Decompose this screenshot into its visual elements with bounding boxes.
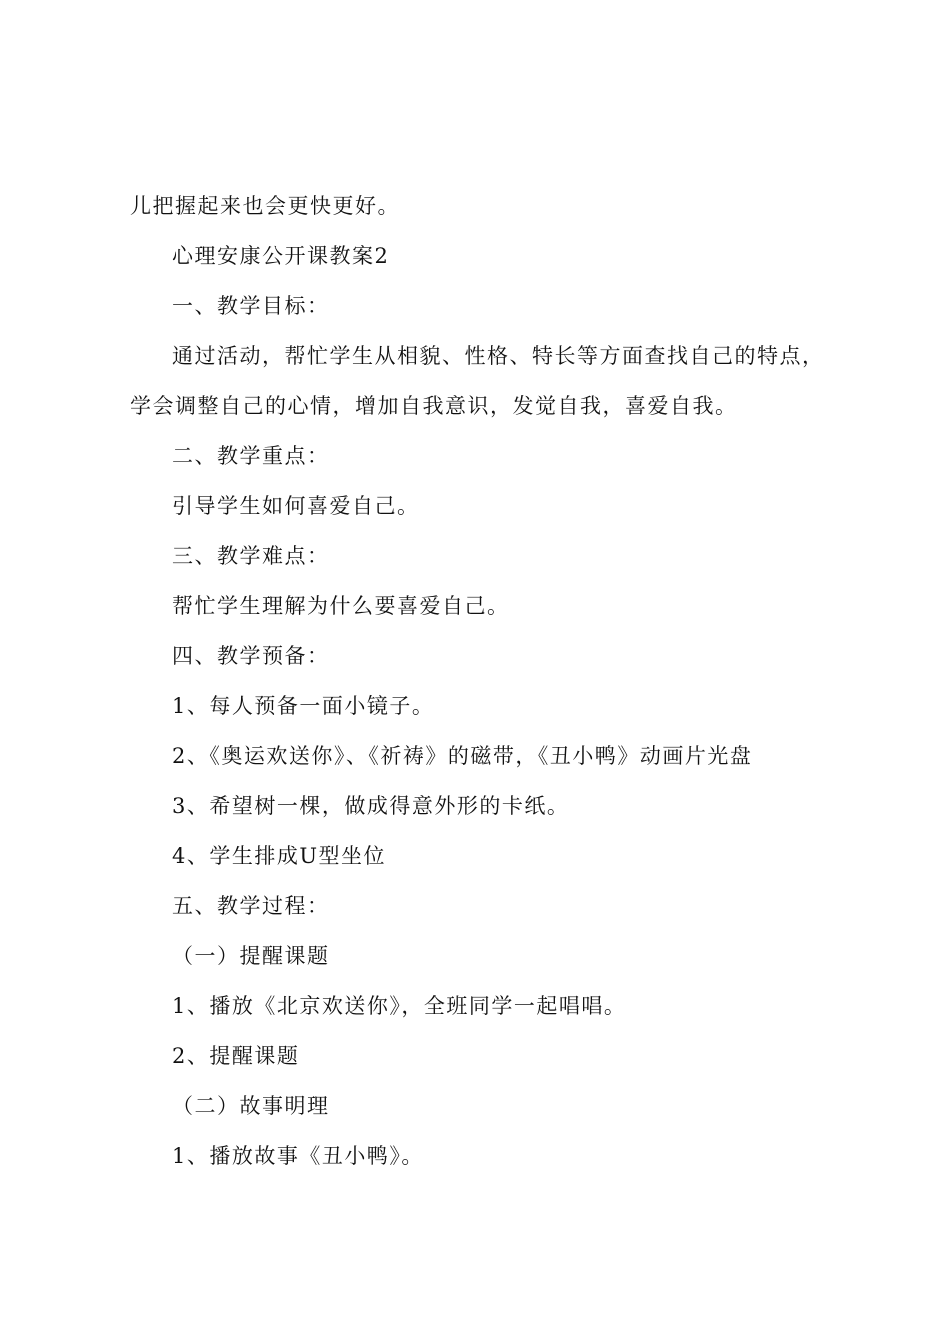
subheading: （一）提醒课题 bbox=[172, 944, 330, 968]
paragraph-line: 通过活动，帮忙学生从相貌、性格、特长等方面查找自己的特点， bbox=[172, 344, 825, 368]
heading-teaching-goals: 一、教学目标： bbox=[172, 294, 330, 318]
paragraph-line: 引导学生如何喜爱自己。 bbox=[172, 494, 420, 518]
list-item: 1、每人预备一面小镜子。 bbox=[172, 694, 435, 718]
paragraph-line: 学会调整自己的心情，增加自我意识，发觉自我，喜爱自我。 bbox=[130, 394, 738, 418]
section-title: 心理安康公开课教案2 bbox=[172, 244, 390, 268]
list-item: 2、《奥运欢送你》、《祈祷》的磁带，《丑小鸭》动画片光盘 bbox=[172, 744, 753, 768]
heading-teaching-process: 五、教学过程： bbox=[172, 894, 330, 918]
heading-teaching-difficulty: 三、教学难点： bbox=[172, 544, 330, 568]
list-item: 1、播放故事《丑小鸭》。 bbox=[172, 1144, 424, 1168]
text-line-continuation: 儿把握起来也会更快更好。 bbox=[130, 194, 400, 218]
list-item: 2、提醒课题 bbox=[172, 1044, 300, 1068]
heading-teaching-preparation: 四、教学预备： bbox=[172, 644, 330, 668]
list-item: 4、学生排成U型坐位 bbox=[172, 844, 387, 868]
list-item: 1、播放《北京欢送你》，全班同学一起唱唱。 bbox=[172, 994, 627, 1018]
heading-teaching-focus: 二、教学重点： bbox=[172, 444, 330, 468]
subheading: （二）故事明理 bbox=[172, 1094, 330, 1118]
list-item: 3、希望树一棵，做成得意外形的卡纸。 bbox=[172, 794, 570, 818]
paragraph-line: 帮忙学生理解为什么要喜爱自己。 bbox=[172, 594, 510, 618]
